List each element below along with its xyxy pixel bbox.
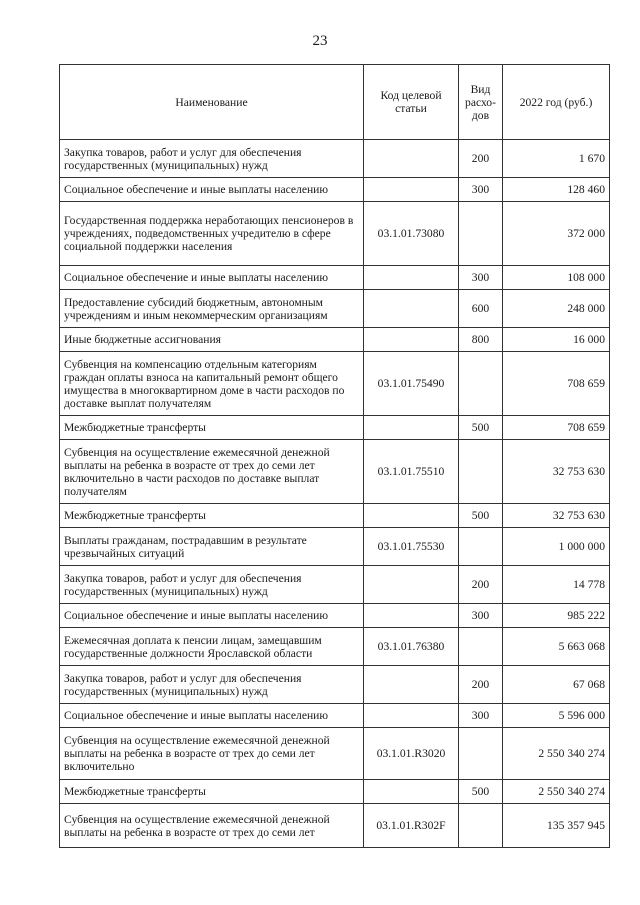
cell-code bbox=[364, 328, 459, 352]
table-row bbox=[60, 666, 610, 704]
header-vid: Вид расхо-дов bbox=[459, 65, 503, 140]
cell-name: Социальное обеспечение и иные выплаты населению bbox=[60, 266, 364, 290]
cell-name: Закупка товаров, работ и услуг для обеспечения государственных (муниципальных) нужд bbox=[60, 140, 364, 178]
cell-amount: 108 000 bbox=[503, 266, 610, 290]
header-name: Наименование bbox=[60, 65, 364, 140]
cell-amount: 372 000 bbox=[503, 202, 610, 266]
cell-amount: 2 550 340 274 bbox=[503, 728, 610, 780]
cell-vid bbox=[459, 728, 503, 780]
table-row bbox=[60, 604, 610, 628]
table-row bbox=[60, 780, 610, 804]
cell-code bbox=[364, 604, 459, 628]
cell-vid: 200 bbox=[459, 140, 503, 178]
cell-vid: 300 bbox=[459, 704, 503, 728]
cell-name: Субвенция на компенсацию отдельным категориям граждан оплаты взноса на капитальный ремонт общего имущества в многоквартирном доме в части расходов по доставке выплат получателям bbox=[60, 352, 364, 416]
budget-table bbox=[59, 64, 610, 848]
table-body bbox=[60, 140, 610, 848]
table-row bbox=[60, 804, 610, 848]
table-row bbox=[60, 352, 610, 416]
table-row bbox=[60, 440, 610, 504]
cell-vid: 600 bbox=[459, 290, 503, 328]
cell-name: Закупка товаров, работ и услуг для обеспечения государственных (муниципальных) нужд bbox=[60, 566, 364, 604]
table-row bbox=[60, 728, 610, 780]
cell-name: Ежемесячная доплата к пенсии лицам, замещавшим государственные должности Ярославской области bbox=[60, 628, 364, 666]
cell-vid: 500 bbox=[459, 504, 503, 528]
cell-vid: 300 bbox=[459, 266, 503, 290]
cell-vid: 800 bbox=[459, 328, 503, 352]
cell-code bbox=[364, 780, 459, 804]
cell-vid bbox=[459, 202, 503, 266]
cell-vid bbox=[459, 528, 503, 566]
cell-code bbox=[364, 704, 459, 728]
cell-amount: 1 000 000 bbox=[503, 528, 610, 566]
cell-amount: 248 000 bbox=[503, 290, 610, 328]
cell-code bbox=[364, 178, 459, 202]
cell-name: Субвенция на осуществление ежемесячной денежной выплаты на ребенка в возрасте от трех до семи лет включительно bbox=[60, 728, 364, 780]
cell-amount: 67 068 bbox=[503, 666, 610, 704]
table-row bbox=[60, 328, 610, 352]
cell-vid: 300 bbox=[459, 178, 503, 202]
table-row bbox=[60, 416, 610, 440]
cell-amount: 135 357 945 bbox=[503, 804, 610, 848]
cell-name: Межбюджетные трансферты bbox=[60, 504, 364, 528]
header-code: Код целевой статьи bbox=[364, 65, 459, 140]
cell-name: Иные бюджетные ассигнования bbox=[60, 328, 364, 352]
cell-code: 03.1.01.75490 bbox=[364, 352, 459, 416]
cell-amount: 708 659 bbox=[503, 416, 610, 440]
cell-name: Межбюджетные трансферты bbox=[60, 416, 364, 440]
cell-name: Закупка товаров, работ и услуг для обеспечения государственных (муниципальных) нужд bbox=[60, 666, 364, 704]
cell-code bbox=[364, 140, 459, 178]
cell-vid: 200 bbox=[459, 566, 503, 604]
cell-amount: 14 778 bbox=[503, 566, 610, 604]
cell-code: 03.1.01.R302F bbox=[364, 804, 459, 848]
cell-name: Социальное обеспечение и иные выплаты населению bbox=[60, 704, 364, 728]
table-row bbox=[60, 504, 610, 528]
cell-code bbox=[364, 266, 459, 290]
cell-vid bbox=[459, 440, 503, 504]
cell-code: 03.1.01.R3020 bbox=[364, 728, 459, 780]
cell-amount: 16 000 bbox=[503, 328, 610, 352]
table-row bbox=[60, 202, 610, 266]
cell-vid bbox=[459, 804, 503, 848]
cell-amount: 1 670 bbox=[503, 140, 610, 178]
table-row bbox=[60, 140, 610, 178]
cell-vid bbox=[459, 352, 503, 416]
cell-code bbox=[364, 566, 459, 604]
cell-name: Предоставление субсидий бюджетным, автономным учреждениям и иным некоммерческим организациям bbox=[60, 290, 364, 328]
cell-amount: 2 550 340 274 bbox=[503, 780, 610, 804]
cell-amount: 32 753 630 bbox=[503, 504, 610, 528]
table-row bbox=[60, 566, 610, 604]
cell-vid bbox=[459, 628, 503, 666]
cell-code: 03.1.01.75510 bbox=[364, 440, 459, 504]
table-row bbox=[60, 266, 610, 290]
cell-vid: 500 bbox=[459, 780, 503, 804]
cell-name: Государственная поддержка неработающих пенсионеров в учреждениях, подведомственных учредителю в сфере социальной поддержки населения bbox=[60, 202, 364, 266]
cell-code: 03.1.01.73080 bbox=[364, 202, 459, 266]
cell-code: 03.1.01.76380 bbox=[364, 628, 459, 666]
table-row bbox=[60, 178, 610, 202]
cell-code bbox=[364, 416, 459, 440]
cell-name: Субвенция на осуществление ежемесячной денежной выплаты на ребенка в возрасте от трех до семи лет bbox=[60, 804, 364, 848]
cell-amount: 128 460 bbox=[503, 178, 610, 202]
cell-vid: 300 bbox=[459, 604, 503, 628]
header-amount: 2022 год (руб.) bbox=[503, 65, 610, 140]
cell-vid: 500 bbox=[459, 416, 503, 440]
table-row bbox=[60, 704, 610, 728]
cell-amount: 708 659 bbox=[503, 352, 610, 416]
cell-code bbox=[364, 504, 459, 528]
cell-code bbox=[364, 290, 459, 328]
cell-code: 03.1.01.75530 bbox=[364, 528, 459, 566]
table-row bbox=[60, 628, 610, 666]
cell-name: Субвенция на осуществление ежемесячной денежной выплаты на ребенка в возрасте от трех до семи лет включительно в части расходов по доставке выплат получателям bbox=[60, 440, 364, 504]
cell-amount: 5 663 068 bbox=[503, 628, 610, 666]
cell-amount: 32 753 630 bbox=[503, 440, 610, 504]
table-header-row bbox=[60, 65, 610, 140]
page-number: 23 bbox=[312, 33, 328, 49]
cell-name: Межбюджетные трансферты bbox=[60, 780, 364, 804]
cell-name: Социальное обеспечение и иные выплаты населению bbox=[60, 604, 364, 628]
table-row bbox=[60, 528, 610, 566]
cell-vid: 200 bbox=[459, 666, 503, 704]
cell-amount: 985 222 bbox=[503, 604, 610, 628]
cell-name: Выплаты гражданам, пострадавшим в результате чрезвычайных ситуаций bbox=[60, 528, 364, 566]
cell-code bbox=[364, 666, 459, 704]
table-row bbox=[60, 290, 610, 328]
cell-name: Социальное обеспечение и иные выплаты населению bbox=[60, 178, 364, 202]
cell-amount: 5 596 000 bbox=[503, 704, 610, 728]
